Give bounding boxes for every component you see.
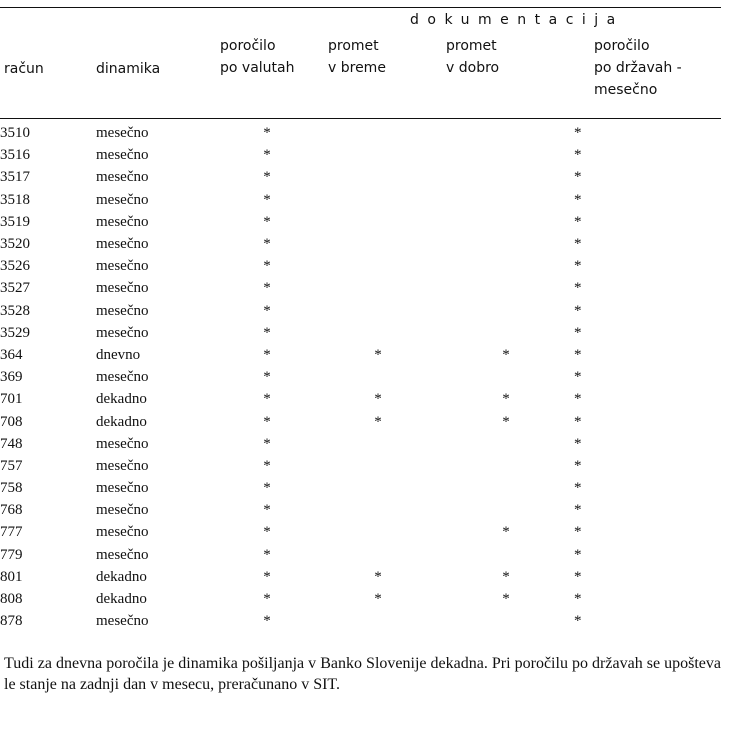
promet-v-breme-cell <box>318 499 438 521</box>
porocilo-po-drzavah-cell: * <box>574 613 582 630</box>
table-row <box>0 277 582 299</box>
racun-cell: 364 <box>0 346 23 363</box>
racun-cell: 3526 <box>0 258 30 275</box>
racun-cell: 777 <box>0 524 23 541</box>
dinamika-cell: dekadno <box>96 413 147 430</box>
racun-cell: 768 <box>0 502 23 519</box>
racun-cell: 3529 <box>0 324 30 341</box>
promet-v-dobro-cell <box>438 455 574 477</box>
table-row <box>0 122 582 144</box>
promet-v-breme-cell <box>318 211 438 233</box>
promet-v-breme-cell <box>318 366 438 388</box>
racun-cell: 3510 <box>0 125 30 142</box>
promet-v-breme-cell: * <box>374 391 382 408</box>
accounts-table-body <box>0 122 582 632</box>
table-row <box>0 388 582 410</box>
table-row <box>0 477 582 499</box>
promet-v-breme-cell <box>318 277 438 299</box>
dinamika-cell: mesečno <box>96 613 149 630</box>
racun-cell: 701 <box>0 391 23 408</box>
porocilo-po-drzavah-cell: * <box>574 568 582 585</box>
table-row <box>0 255 582 277</box>
header-porocilo-po-drzavah: poročilo po državah - mesečno <box>594 38 682 98</box>
table-row <box>0 322 582 344</box>
porocilo-po-valutah-cell: * <box>263 125 271 142</box>
promet-v-dobro-cell: * <box>502 591 510 608</box>
porocilo-po-drzavah-cell: * <box>574 546 582 563</box>
porocilo-po-drzavah-cell: * <box>574 258 582 275</box>
accounts-table <box>0 122 582 632</box>
promet-v-dobro-cell <box>438 433 574 455</box>
footer-note: Tudi za dnevna poročila je dinamika pošiljanja v Banko Slovenije dekadna. Pri poročilu po državah se upošteva le stanje na zadnji dan v mesecu, preračunano v SIT. <box>4 655 721 693</box>
porocilo-po-drzavah-cell: * <box>574 457 582 474</box>
porocilo-po-drzavah-cell: * <box>574 413 582 430</box>
dinamika-cell: mesečno <box>96 302 149 319</box>
porocilo-po-drzavah-cell: * <box>574 524 582 541</box>
promet-v-dobro-cell <box>438 300 574 322</box>
racun-cell: 878 <box>0 613 23 630</box>
promet-v-breme-cell <box>318 233 438 255</box>
header-promet-v-breme: promet v breme <box>328 38 386 76</box>
promet-v-dobro-cell <box>438 499 574 521</box>
dinamika-cell: mesečno <box>96 280 149 297</box>
promet-v-dobro-cell <box>438 189 574 211</box>
racun-cell: 369 <box>0 369 23 386</box>
dinamika-cell: mesečno <box>96 147 149 164</box>
porocilo-po-valutah-cell: * <box>263 568 271 585</box>
dinamika-cell: mesečno <box>96 502 149 519</box>
promet-v-dobro-cell <box>438 211 574 233</box>
dinamika-cell: mesečno <box>96 213 149 230</box>
dinamika-cell: mesečno <box>96 236 149 253</box>
porocilo-po-drzavah-cell: * <box>574 236 582 253</box>
promet-v-dobro-cell <box>438 255 574 277</box>
racun-cell: 3517 <box>0 169 30 186</box>
promet-v-breme-cell <box>318 166 438 188</box>
promet-v-breme-cell <box>318 322 438 344</box>
promet-v-breme-cell <box>318 433 438 455</box>
porocilo-po-valutah-cell: * <box>263 280 271 297</box>
porocilo-po-valutah-cell: * <box>263 502 271 519</box>
porocilo-po-valutah-cell: * <box>263 258 271 275</box>
porocilo-po-drzavah-cell: * <box>574 147 582 164</box>
promet-v-dobro-cell: * <box>502 524 510 541</box>
table-row <box>0 366 582 388</box>
promet-v-breme-cell <box>318 521 438 543</box>
racun-cell: 3516 <box>0 147 30 164</box>
dinamika-cell: mesečno <box>96 191 149 208</box>
table-row <box>0 433 582 455</box>
porocilo-po-drzavah-cell: * <box>574 280 582 297</box>
dinamika-cell: mesečno <box>96 524 149 541</box>
porocilo-po-drzavah-cell: * <box>574 213 582 230</box>
porocilo-po-drzavah-cell: * <box>574 169 582 186</box>
porocilo-po-valutah-cell: * <box>263 413 271 430</box>
racun-cell: 808 <box>0 591 23 608</box>
promet-v-dobro-cell: * <box>502 413 510 430</box>
dinamika-cell: mesečno <box>96 169 149 186</box>
porocilo-po-valutah-cell: * <box>263 391 271 408</box>
dinamika-cell: dnevno <box>96 346 141 363</box>
promet-v-dobro-cell <box>438 544 574 566</box>
promet-v-dobro-cell: * <box>502 568 510 585</box>
header-porocilo-po-valutah: poročilo po valutah <box>220 38 295 76</box>
racun-cell: 758 <box>0 480 23 497</box>
porocilo-po-valutah-cell: * <box>263 236 271 253</box>
dinamika-cell: dekadno <box>96 391 147 408</box>
porocilo-po-valutah-cell: * <box>263 169 271 186</box>
table-row <box>0 233 582 255</box>
promet-v-breme-cell <box>318 477 438 499</box>
porocilo-po-drzavah-cell: * <box>574 324 582 341</box>
promet-v-breme-cell <box>318 122 438 144</box>
dinamika-cell: mesečno <box>96 480 149 497</box>
table-row <box>0 455 582 477</box>
top-rule <box>0 7 721 8</box>
promet-v-breme-cell <box>318 144 438 166</box>
porocilo-po-valutah-cell: * <box>263 147 271 164</box>
porocilo-po-valutah-cell: * <box>263 435 271 452</box>
table-row <box>0 499 582 521</box>
dinamika-cell: mesečno <box>96 435 149 452</box>
racun-cell: 3527 <box>0 280 30 297</box>
table-row <box>0 344 582 366</box>
table-row <box>0 588 582 610</box>
porocilo-po-drzavah-cell: * <box>574 435 582 452</box>
header-rule <box>0 118 721 119</box>
dokumentacija-heading: dokumentacija <box>410 12 624 28</box>
porocilo-po-valutah-cell: * <box>263 346 271 363</box>
table-row <box>0 544 582 566</box>
promet-v-dobro-cell <box>438 477 574 499</box>
porocilo-po-valutah-cell: * <box>263 591 271 608</box>
dinamika-cell: mesečno <box>96 258 149 275</box>
porocilo-po-drzavah-cell: * <box>574 346 582 363</box>
porocilo-po-valutah-cell: * <box>263 480 271 497</box>
porocilo-po-valutah-cell: * <box>263 324 271 341</box>
racun-cell: 3519 <box>0 213 30 230</box>
table-row <box>0 410 582 432</box>
promet-v-dobro-cell <box>438 277 574 299</box>
table-row <box>0 166 582 188</box>
porocilo-po-drzavah-cell: * <box>574 391 582 408</box>
table-row <box>0 189 582 211</box>
dinamika-cell: mesečno <box>96 369 149 386</box>
racun-cell: 3528 <box>0 302 30 319</box>
promet-v-dobro-cell <box>438 366 574 388</box>
porocilo-po-valutah-cell: * <box>263 524 271 541</box>
table-row <box>0 144 582 166</box>
promet-v-dobro-cell <box>438 122 574 144</box>
racun-cell: 3520 <box>0 236 30 253</box>
table-row <box>0 211 582 233</box>
promet-v-breme-cell <box>318 544 438 566</box>
promet-v-dobro-cell: * <box>502 346 510 363</box>
header-dinamika: dinamika <box>96 61 161 77</box>
dinamika-cell: dekadno <box>96 591 147 608</box>
promet-v-dobro-cell <box>438 322 574 344</box>
dinamika-cell: dekadno <box>96 568 147 585</box>
promet-v-breme-cell <box>318 189 438 211</box>
porocilo-po-drzavah-cell: * <box>574 480 582 497</box>
dinamika-cell: mesečno <box>96 457 149 474</box>
porocilo-po-drzavah-cell: * <box>574 591 582 608</box>
racun-cell: 3518 <box>0 191 30 208</box>
table-row <box>0 521 582 543</box>
racun-cell: 757 <box>0 457 23 474</box>
promet-v-dobro-cell <box>438 233 574 255</box>
promet-v-dobro-cell <box>438 166 574 188</box>
porocilo-po-valutah-cell: * <box>263 546 271 563</box>
racun-cell: 779 <box>0 546 23 563</box>
promet-v-breme-cell: * <box>374 346 382 363</box>
porocilo-po-drzavah-cell: * <box>574 502 582 519</box>
porocilo-po-drzavah-cell: * <box>574 369 582 386</box>
promet-v-breme-cell <box>318 610 438 632</box>
porocilo-po-valutah-cell: * <box>263 613 271 630</box>
table-row <box>0 566 582 588</box>
promet-v-breme-cell: * <box>374 568 382 585</box>
racun-cell: 708 <box>0 413 23 430</box>
header-racun: račun <box>4 61 44 77</box>
racun-cell: 748 <box>0 435 23 452</box>
table-row <box>0 610 582 632</box>
dinamika-cell: mesečno <box>96 324 149 341</box>
porocilo-po-valutah-cell: * <box>263 302 271 319</box>
dinamika-cell: mesečno <box>96 125 149 142</box>
table-row <box>0 300 582 322</box>
porocilo-po-valutah-cell: * <box>263 213 271 230</box>
porocilo-po-valutah-cell: * <box>263 191 271 208</box>
promet-v-breme-cell <box>318 455 438 477</box>
header-promet-v-dobro: promet v dobro <box>446 38 500 76</box>
promet-v-breme-cell: * <box>374 591 382 608</box>
promet-v-breme-cell <box>318 255 438 277</box>
porocilo-po-valutah-cell: * <box>263 369 271 386</box>
porocilo-po-valutah-cell: * <box>263 457 271 474</box>
promet-v-dobro-cell <box>438 610 574 632</box>
porocilo-po-drzavah-cell: * <box>574 191 582 208</box>
promet-v-dobro-cell: * <box>502 391 510 408</box>
promet-v-breme-cell: * <box>374 413 382 430</box>
racun-cell: 801 <box>0 568 23 585</box>
porocilo-po-drzavah-cell: * <box>574 125 582 142</box>
dinamika-cell: mesečno <box>96 546 149 563</box>
promet-v-dobro-cell <box>438 144 574 166</box>
porocilo-po-drzavah-cell: * <box>574 302 582 319</box>
promet-v-breme-cell <box>318 300 438 322</box>
